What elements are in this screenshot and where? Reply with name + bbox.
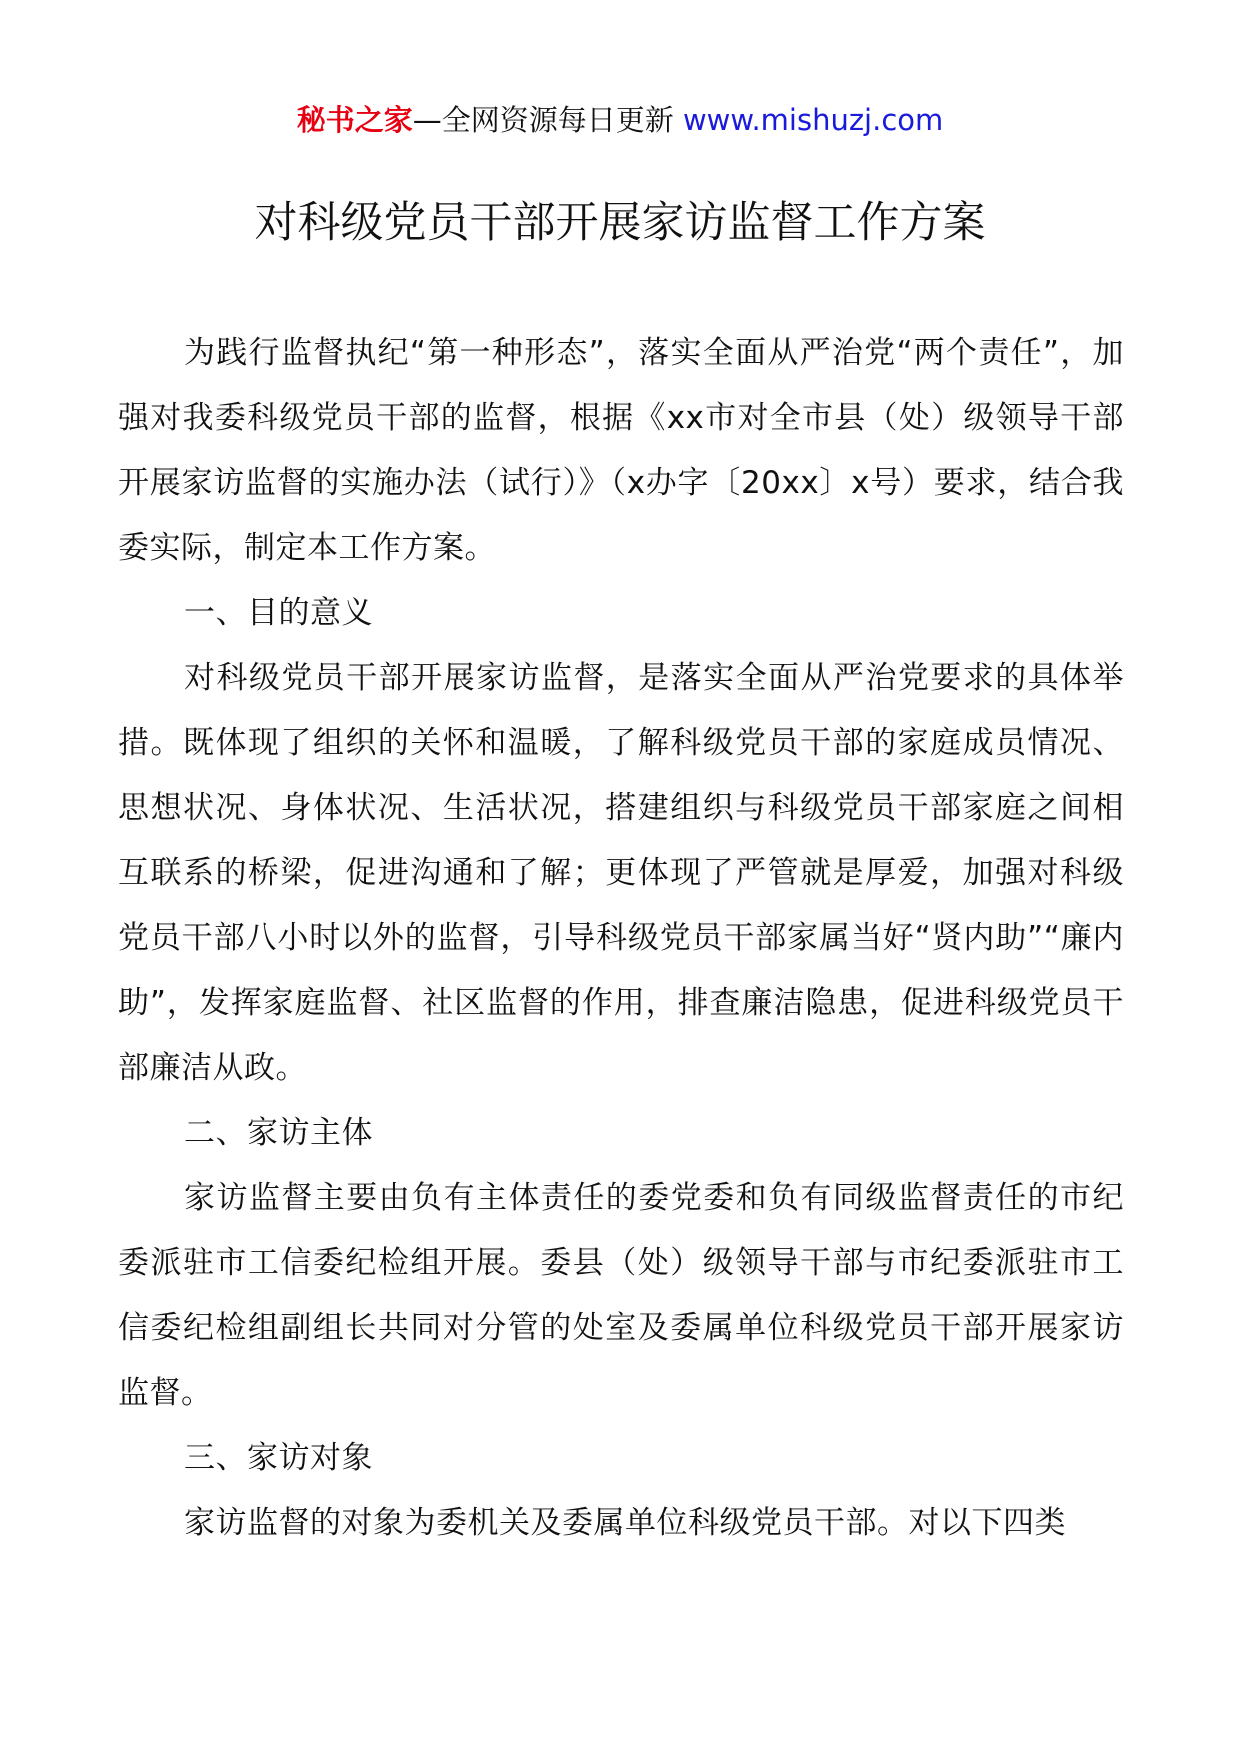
document-title: 对科级党员干部开展家访监督工作方案 — [254, 198, 986, 248]
subject-paragraph: 家访监督主要由负有主体责任的委党委和负有同级监督责任的市纪委派驻市工信委纪检组开展。委县（处）级领导干部与市纪委派驻市工信委纪检组副组长共同对分管的处室及委属单位科级党员干部开展家访监督。 — [118, 1180, 1124, 1411]
section-heading-purpose: 一、目的意义 — [184, 595, 373, 631]
section-heading-target: 三、家访对象 — [184, 1440, 373, 1476]
watermark-header — [0, 100, 1240, 140]
intro-paragraph: 为践行监督执纪“第一种形态”，落实全面从严治党“两个责任”，加强对我委科级党员干部的监督，根据《xx市对全市县（处）级领导干部开展家访监督的实施办法（试行）》（x办字〔20xx〕x号）要求，结合我委实际，制定本工作方案。 — [118, 335, 1124, 566]
purpose-paragraph: 对科级党员干部开展家访监督，是落实全面从严治党要求的具体举措。既体现了组织的关怀和温暖，了解科级党员干部的家庭成员情况、思想状况、身体状况、生活状况，搭建组织与科级党员干部家庭之间相互联系的桥梁，促进沟通和了解；更体现了严管就是厚爱，加强对科级党员干部八小时以外的监督，引导科级党员干部家属当好“贤内助”“廉内助”，发挥家庭监督、社区监督的作用，排查廉洁隐患，促进科级党员干部廉洁从政。 — [118, 660, 1124, 1086]
section-heading-subject: 二、家访主体 — [184, 1115, 373, 1151]
document-body — [118, 321, 1124, 1556]
header-tagline: —全网资源每日更新 — [412, 103, 683, 137]
target-paragraph: 家访监督的对象为委机关及委属单位科级党员干部。对以下四类 — [184, 1505, 1066, 1541]
website-link[interactable]: www.mishuzj.com — [682, 103, 944, 137]
brand-name: 秘书之家 — [296, 103, 413, 137]
